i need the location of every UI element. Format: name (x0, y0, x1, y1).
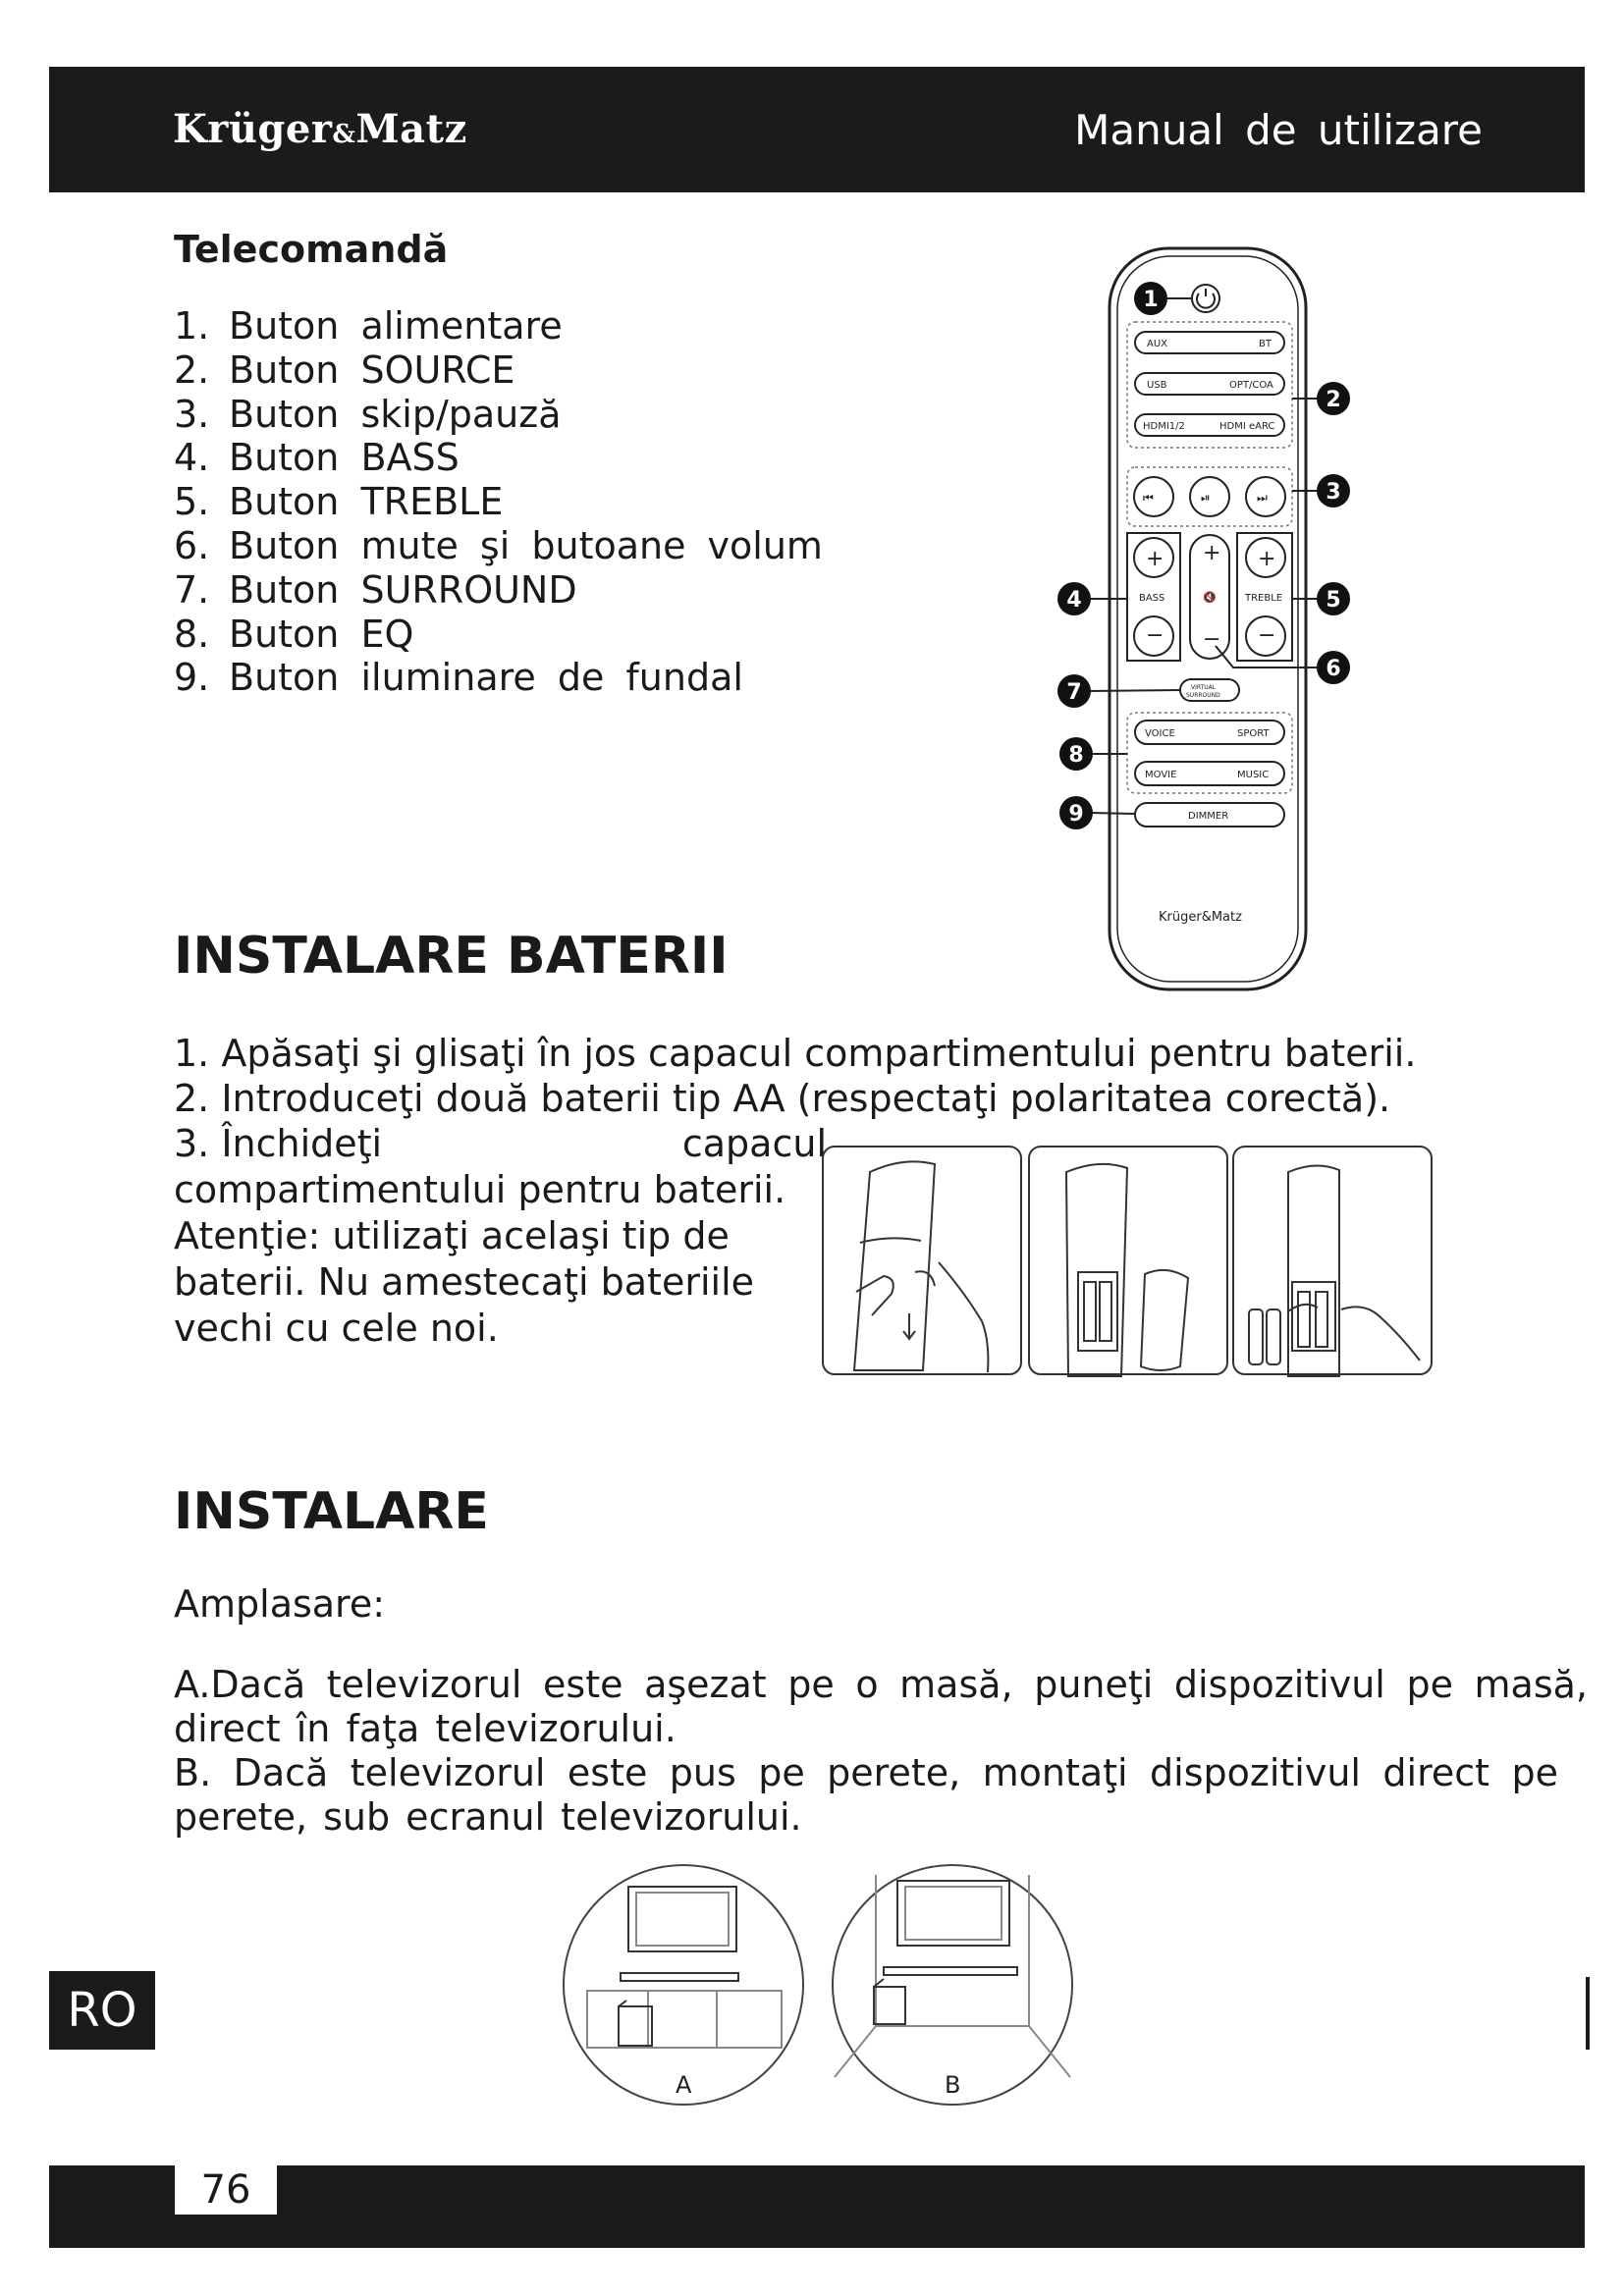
battery-step-1: 1. Apăsaţi şi glisaţi în jos capacul compartimentului pentru baterii. (174, 1032, 1417, 1075)
battery-warning-end: vechi cu cele noi. (174, 1307, 499, 1350)
dimmer-label: DIMMER (1188, 811, 1229, 822)
earc-label: HDMI eARC (1219, 421, 1275, 432)
placement-label-b: B (945, 2071, 961, 2099)
page-header (49, 67, 1585, 192)
svg-text:−: − (1146, 623, 1164, 648)
battery-step-3: 3. Închideţi (174, 1122, 383, 1165)
battery-step-3-block (174, 1121, 827, 1352)
list-item: 5. Buton TREBLE (174, 480, 504, 524)
svg-text:−: − (1203, 627, 1221, 652)
callout-7: 7 (1066, 680, 1082, 705)
battery-steps (174, 1031, 1416, 1121)
battery-step-2: 2. Introduceţi două baterii tip AA (respectaţi polaritatea corectă). (174, 1077, 1391, 1120)
bt-label: BT (1259, 339, 1272, 349)
page-number: 76 (175, 2165, 277, 2215)
svg-text:⏭: ⏭ (1257, 491, 1268, 505)
opt-label: OPT/COA (1229, 380, 1273, 391)
svg-text:🔇: 🔇 (1203, 591, 1217, 604)
placement-illustration (560, 1861, 1080, 2110)
page-footer (49, 2165, 1585, 2248)
music-label: MUSIC (1237, 770, 1270, 780)
movie-label: MOVIE (1145, 770, 1177, 780)
list-item: 3. Buton skip/pauză (174, 392, 562, 436)
remote-control-illustration (1041, 243, 1355, 999)
battery-warning: Atenţie: utilizaţi acelaşi tip de (174, 1214, 730, 1257)
svg-text:−: − (1258, 623, 1276, 648)
battery-install-illustration (821, 1145, 1435, 1378)
callout-4: 4 (1066, 588, 1082, 613)
callout-3: 3 (1326, 480, 1341, 505)
usb-label: USB (1147, 380, 1167, 391)
remote-logo: Krüger&Matz (1159, 910, 1242, 925)
placement-option-a: A.Dacă televizorul este aşezat pe o masă, puneţi dispozitivul pe masă, direct în faţa televizorului. (174, 1663, 1588, 1750)
remote-heading: Telecomandă (174, 228, 449, 271)
callout-2: 2 (1326, 388, 1341, 412)
list-item: 8. Buton EQ (174, 612, 414, 656)
remote-button-list (174, 304, 823, 700)
list-item: 6. Buton mute şi butoane volum (174, 523, 823, 567)
svg-text:+: + (1146, 547, 1164, 571)
callout-9: 9 (1068, 802, 1084, 827)
install-heading: INSTALARE (174, 1482, 489, 1541)
surround-label-2: SURROUND (1186, 692, 1220, 699)
battery-warning-cont: baterii. Nu amestecaţi bateriile (174, 1260, 755, 1304)
callout-5: 5 (1326, 588, 1341, 613)
battery-step-3-cont: compartimentului pentru baterii. (174, 1168, 786, 1211)
svg-text:+: + (1258, 547, 1276, 571)
placement-label-a: A (676, 2071, 692, 2099)
header-title: Manual de utilizare (1074, 106, 1483, 154)
callout-6: 6 (1326, 657, 1341, 681)
battery-heading: INSTALARE BATERII (174, 927, 729, 986)
list-item: 7. Buton SURROUND (174, 567, 577, 612)
svg-text:⏯: ⏯ (1201, 491, 1211, 505)
battery-step-3-word: capacul (681, 1122, 827, 1165)
placement-option-b: B. Dacă televizorul este pus pe perete, montaţi dispozitivul direct pe perete, sub ecranul televizorului. (174, 1751, 1558, 1839)
aux-label: AUX (1147, 339, 1168, 349)
voice-label: VOICE (1145, 728, 1175, 739)
sport-label: SPORT (1237, 728, 1270, 739)
list-item: 2. Buton SOURCE (174, 347, 515, 392)
brand-logo: Krüger&Matz (173, 106, 467, 152)
hdmi-label: HDMI1/2 (1143, 421, 1185, 432)
callout-1: 1 (1143, 288, 1159, 312)
treble-label: TREBLE (1245, 593, 1283, 604)
placement-subheading: Amplasare: (174, 1582, 386, 1626)
list-item: 4. Buton BASS (174, 436, 460, 480)
surround-label: VIRTUAL (1191, 684, 1217, 691)
bass-label: BASS (1139, 593, 1165, 604)
callout-8: 8 (1068, 743, 1084, 768)
list-item: 1. Buton alimentare (174, 304, 563, 347)
svg-text:⏮: ⏮ (1143, 491, 1154, 505)
language-tab: RO (49, 1971, 155, 2050)
svg-text:+: + (1203, 541, 1221, 565)
list-item: 9. Buton iluminare de fundal (174, 656, 743, 700)
edge-marker (1586, 1977, 1590, 2050)
